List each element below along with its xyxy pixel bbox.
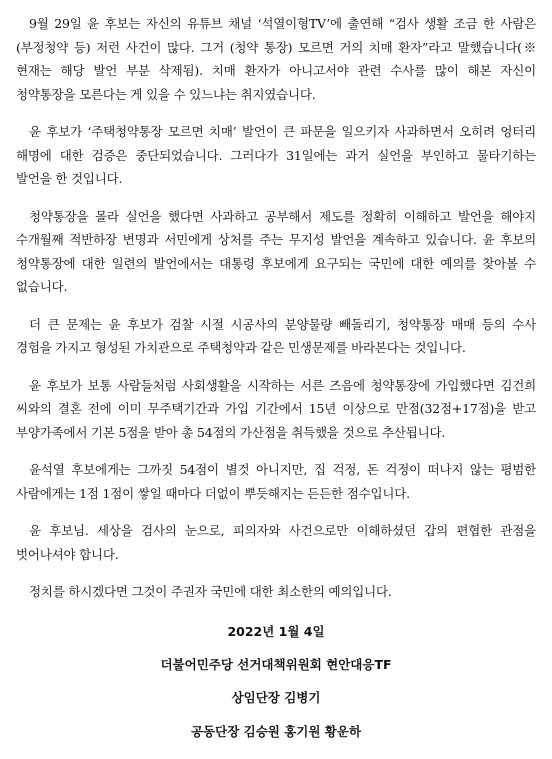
release-date: 2022년 1월 4일 xyxy=(227,624,325,639)
paragraph-6: 윤석열 후보에게는 그까짓 54점이 별것 아니지만, 집 걱정, 돈 걱정이 떠나지 않는 평범한 사람에게는 1점 1점이 쌓일 때마다 더없이 뿌듯해지는 든든한 점수입니다. xyxy=(16,462,536,501)
paragraph-3: 청약통장을 몰라 실언을 했다면 사과하고 공부해서 제도를 정확히 이해하고 발언을 해야지 수개월째 적반하장 변명과 서민에게 상처를 주는 무지성 발언을 계속하고 있습니다. 윤 후보의 청약통장에 대한 일련의 발언에서는 대통령 후보에게 요구되는 국민에 대한 예의를 찾아볼 수 없습니다. xyxy=(16,208,536,294)
paragraph-2: 윤 후보가 ‘주택청약통장 모르면 치매’ 발언이 큰 파문을 일으키자 사과하면서 오히려 엉터리 해명에 대한 검증은 중단되었습니다. 그러다가 31일에는 과거 실언을 부인하고 물타기하는 발언을 한 것입니다. xyxy=(16,124,536,186)
paragraph-4: 더 큰 문제는 윤 후보가 검찰 시절 시공사의 분양물량 빼돌리기, 청약통장 매매 등의 수사 경험을 가지고 형성된 가치관으로 주택청약과 같은 민생문제를 바라본다는 것입니다. xyxy=(16,316,536,355)
co-lead-officials: 공동단장 김승원 홍기원 황운하 xyxy=(190,724,362,739)
paragraph-8: 정치를 하시겠다면 그것이 주권자 국민에 대한 최소한의 예의입니다. xyxy=(29,584,392,599)
issuing-organization: 더불어민주당 선거대책위원회 현안대응TF xyxy=(160,657,392,672)
paragraph-5: 윤 후보가 보통 사람들처럼 사회생활을 시작하는 서른 즈음에 청약통장에 가입했다면 김건희 씨와의 결혼 전에 이미 무주택기간과 가입 기간에서 15년 이상으로 만점(32점+17점)을 받고 부양가족에서 기본 5점을 받아 총 54점의 가산점을 취득했을 것으로 추산됩니다. xyxy=(16,377,536,440)
paragraph-1: 9월 29일 윤 후보는 자신의 유튜브 채널 ‘석열이형TV’에 출연해 “검사 생활 조금 한 사람은 (부정청약 등) 저런 사건이 많다. 그거 (청약 통장) 모르면 거의 치매 환자”라고 말했습니다(※현재는 해당 발언 부분 삭제됨). 치매 환자가 아니고서야 관련 수사를 많이 해본 자신이 청약통장을 모른다는 게 있을 수 있느냐는 취지였습니다. xyxy=(16,16,536,102)
lead-official: 상임단장 김병기 xyxy=(231,690,321,705)
paragraph-7: 윤 후보님. 세상을 검사의 눈으로, 피의자와 사건으로만 이해하셨던 갑의 편협한 관점을 벗어나셔야 합니다. xyxy=(16,523,536,562)
